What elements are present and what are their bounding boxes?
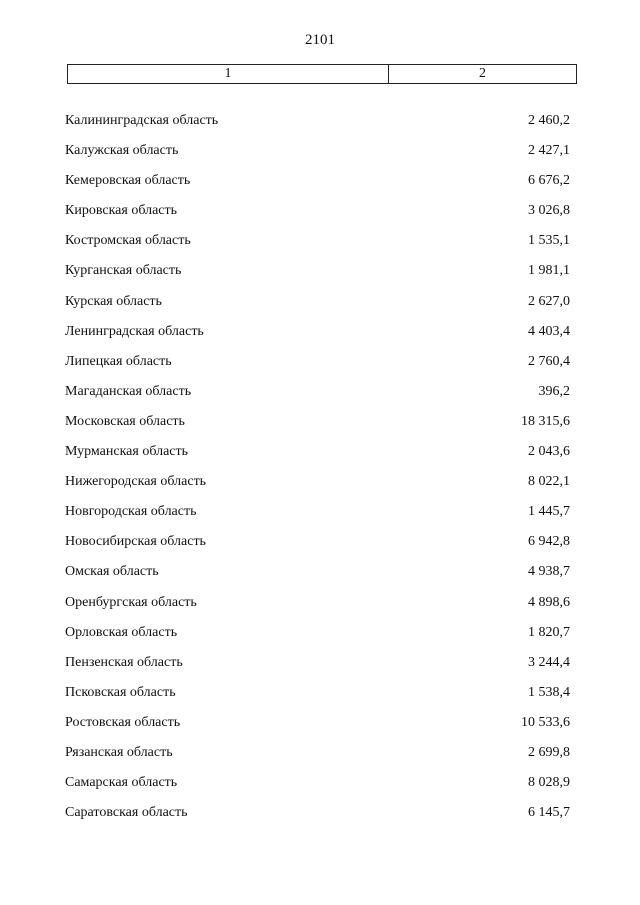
region-name: Ростовская область — [65, 714, 181, 730]
table-row — [0, 441, 640, 471]
region-name: Ленинградская область — [65, 323, 204, 339]
table-row — [0, 772, 640, 802]
region-value: 2 460,2 — [528, 113, 570, 128]
table-header-col-1: 1 — [68, 65, 389, 83]
region-value: 2 699,8 — [528, 744, 570, 760]
region-value: 18 315,6 — [521, 413, 570, 429]
region-value: 10 533,6 — [521, 714, 570, 730]
table-row — [0, 471, 640, 501]
region-name: Курская область — [65, 293, 162, 309]
region-value: 2 043,6 — [528, 444, 570, 460]
table-row — [0, 381, 640, 411]
region-value: 1 445,7 — [528, 504, 570, 520]
region-name: Кировская область — [65, 203, 178, 219]
region-name: Мурманская область — [65, 444, 189, 460]
region-name: Рязанская область — [65, 744, 173, 760]
region-value: 1 538,4 — [528, 684, 570, 700]
table-row — [0, 802, 640, 832]
region-name: Орловская область — [65, 624, 178, 640]
table-row — [0, 140, 640, 170]
region-list — [0, 110, 640, 832]
region-name: Магаданская область — [65, 383, 192, 399]
region-value: 1 820,7 — [528, 624, 570, 640]
region-name: Псковская область — [65, 684, 176, 700]
table-row — [0, 652, 640, 682]
table-row — [0, 622, 640, 652]
region-value: 8 022,1 — [528, 474, 570, 490]
region-name: Калининградская область — [65, 113, 219, 128]
region-name: Курганская область — [65, 263, 182, 279]
table-row — [0, 260, 640, 290]
table-row — [0, 682, 640, 712]
region-name: Пензенская область — [65, 654, 183, 670]
table-row — [0, 110, 640, 140]
table-row — [0, 321, 640, 351]
region-name: Новгородская область — [65, 504, 197, 520]
table-row — [0, 170, 640, 200]
region-value: 2 427,1 — [528, 143, 570, 159]
region-name: Омская область — [65, 564, 159, 580]
region-name: Московская область — [65, 413, 185, 429]
region-value: 4 938,7 — [528, 564, 570, 580]
region-value: 3 026,8 — [528, 203, 570, 219]
region-name: Новосибирская область — [65, 534, 206, 550]
table-header — [67, 64, 577, 84]
table-row — [0, 592, 640, 622]
table-header-col-2: 2 — [479, 66, 486, 81]
region-value: 6 676,2 — [528, 173, 570, 189]
region-name: Самарская область — [65, 775, 178, 791]
region-name: Липецкая область — [65, 353, 172, 369]
table-row — [0, 351, 640, 381]
region-name: Костромская область — [65, 233, 191, 249]
table-row — [0, 501, 640, 531]
table-row — [0, 230, 640, 260]
region-value: 1 981,1 — [528, 263, 570, 279]
region-value: 4 403,4 — [528, 323, 570, 339]
region-name: Оренбургская область — [65, 594, 197, 610]
table-row — [0, 742, 640, 772]
region-value: 2 760,4 — [528, 353, 570, 369]
table-row — [0, 531, 640, 561]
page-number: 2101 — [305, 32, 335, 48]
region-value: 2 627,0 — [528, 293, 570, 309]
table-row — [0, 291, 640, 321]
region-value: 4 898,6 — [528, 594, 570, 610]
region-name: Кемеровская область — [65, 173, 191, 189]
region-value: 1 535,1 — [528, 233, 570, 249]
region-value: 3 244,4 — [528, 654, 570, 670]
table-row — [0, 561, 640, 591]
table-row — [0, 712, 640, 742]
region-name: Нижегородская область — [65, 474, 207, 490]
table-row — [0, 411, 640, 441]
region-name: Саратовская область — [65, 805, 188, 821]
region-name: Калужская область — [65, 143, 179, 159]
region-value: 6 145,7 — [528, 805, 570, 821]
region-value: 6 942,8 — [528, 534, 570, 550]
region-value: 8 028,9 — [528, 775, 570, 791]
region-value: 396,2 — [538, 383, 570, 399]
table-row — [0, 200, 640, 230]
